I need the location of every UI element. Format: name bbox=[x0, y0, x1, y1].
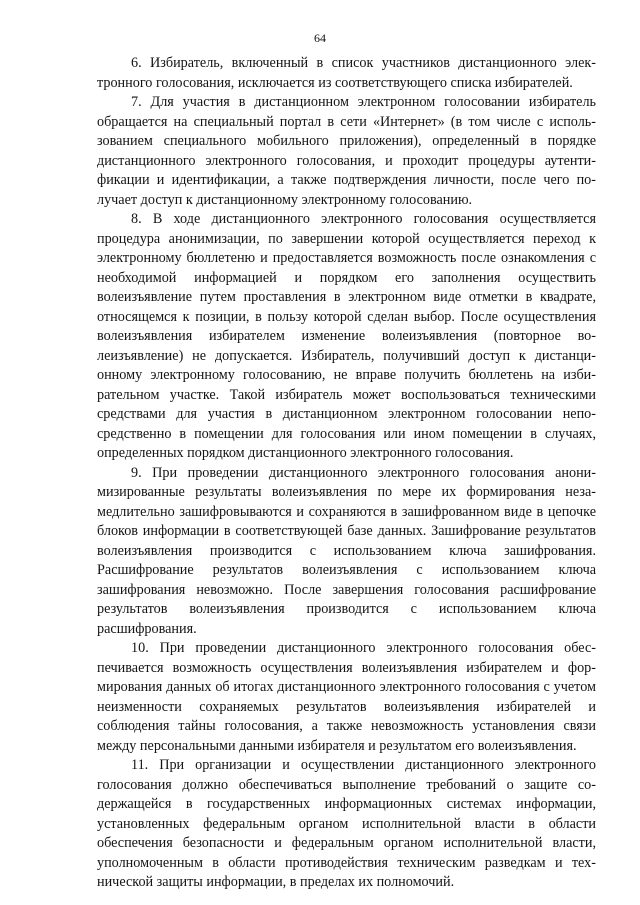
paragraph-8: 8. В ходе дистанционного электронного голосования осуществляется процедура анонимизации, по завершении которой осуществляется переход к электронному бюллетеню и предоставляется возможность после ознакомления с необходимой информацией и порядком его заполнения осуществить волеизъявление путем проставления в электронном виде отметки в квадрате, относящемся к позиции, в пользу которой сделан выбор. После осуществления волеизъявления избирателем изменение волеизъявления (повторное волеизъявление) не допускается. Избиратель, получивший доступ к дистанционному электронному голосованию, не вправе получить бюллетень на избирательном участке. Такой избиратель может воспользоваться техническими средствами для участия в дистанционном электронном голосовании непосредственно в помещении для голосования или ином помещении в случаях, определенных порядком дистанционного электронного голосования. bbox=[97, 211, 596, 461]
paragraph-6: 6. Избиратель, включенный в список участников дистанционного электронного голосования, исключается из соответствующего списка избирателей. bbox=[97, 55, 596, 91]
paragraph-7: 7. Для участия в дистанционном электронном голосовании избиратель обращается на специальный портал в сети «Интернет» (в том числе с использованием специального мобильного приложения), определенный в порядке дистанционного электронного голосования, и проходит процедуры аутентификации и идентификации, а также подтверждения личности, после чего получает доступ к дистанционному электронному голосованию. bbox=[97, 94, 596, 208]
paragraph-10: 10. При проведении дистанционного электронного голосования обеспечивается возможность осуществления волеизъявления избирателем и формирования данных об итогах дистанционного электронного голосования с учетом неизменности сохраняемых результатов волеизъявления избирателей и соблюдения тайны голосования, а также невозможность установления связи между персональными данными избирателя и результатом его волеизъявления. bbox=[97, 640, 596, 754]
paragraph-11: 11. При организации и осуществлении дистанционного электронного голосования должно обеспечиваться выполнение требований о защите содержащейся в государственных информационных системах информации, установленных федеральным органом исполнительной власти в области обеспечения безопасности и федеральным органом исполнительной власти, уполномоченным в области противодействия техническим разведкам и технической защиты информации, в пределах их полномочий. bbox=[97, 757, 596, 890]
body-text bbox=[97, 54, 596, 893]
paragraph-9: 9. При проведении дистанционного электронного голосования анонимизированные результаты волеизъявления по мере их формирования незамедлительно зашифровываются и сохраняются в зашифрованном виде в цепочке блоков информации в соответствующей базе данных. Зашифрование результатов волеизъявления производится с использованием ключа зашифрования. Расшифрование результатов волеизъявления с использованием ключа зашифрования невозможно. После завершения голосования расшифрование результатов волеизъявления производится с использованием ключа расшифрования. bbox=[97, 464, 596, 637]
page-number: 64 bbox=[314, 31, 326, 45]
